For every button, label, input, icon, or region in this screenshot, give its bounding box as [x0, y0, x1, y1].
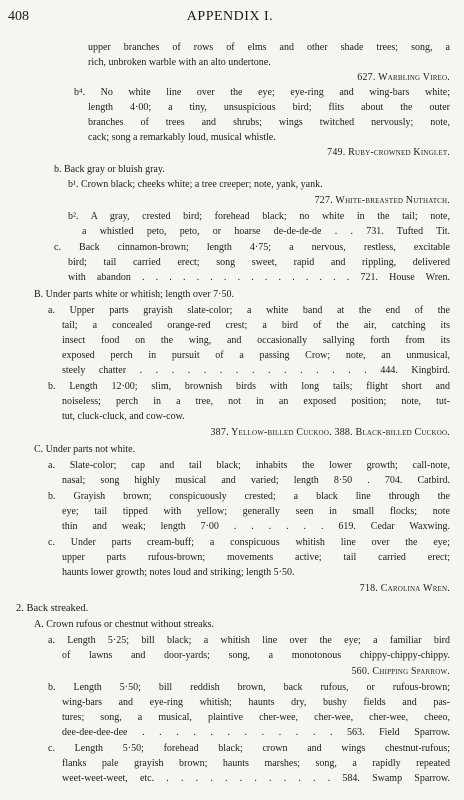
- text-line: a whistled peto, peto, or hoarse de-de-de-de . . 731. Tufted Tit.: [82, 226, 450, 237]
- text-line: noiseless; perch in a tree, not in an exposed position; note, tut-: [62, 396, 450, 407]
- text-line: rich, unbroken warble with an alto undertone.: [88, 57, 271, 68]
- text-line: b⁴. No white line over the eye; eye-ring and wing-bars white;: [74, 87, 450, 98]
- text-line: a. Length 5·25; bill black; a whitish line over the eye; a familiar bird: [48, 635, 450, 646]
- text-line: length 4·00; a tiny, unsuspicious bird; flits about the outer: [88, 102, 450, 113]
- text-line: tail; a concealed orange-red crest; a bird of the air, catching its: [62, 320, 450, 331]
- species-label: 560. Chipping Sparrow.: [351, 666, 450, 677]
- text-line: nasal; song highly musical and varied; length 8·50 . 704. Catbird.: [62, 475, 450, 486]
- text-line: tut, cluck-cluck, and cow-cow.: [62, 411, 185, 422]
- species-label: 749. Ruby-crowned Kinglet.: [327, 147, 450, 158]
- text-line: haunts lower growth; notes loud and striking; length 5·50.: [62, 567, 295, 578]
- text-line: b². A gray, crested bird; forehead black; no white in the tail; note,: [68, 211, 450, 222]
- text-line: c. Back cinnamon-brown; length 4·75; a nervous, restless, excitable: [54, 242, 450, 253]
- text-line: insect food on the wing, and occasionally sallying forth from its: [62, 335, 450, 346]
- text-line: 2. Back streaked.: [16, 603, 89, 614]
- text-line: dee-dee-dee-dee . . . . . . . . . . . . 563. Field Sparrow.: [62, 727, 450, 738]
- species-label: 627. Warbling Vireo.: [357, 72, 450, 83]
- text-line: branches of trees and shrubs; wings twitched nervously; note,: [88, 117, 450, 128]
- text-line: b. Length 5·50; bill reddish brown, back rufous, or rufous-brown;: [48, 682, 450, 693]
- text-line: a. Upper parts grayish slate-color; a white band at the end of the: [48, 305, 450, 316]
- text-line: flanks pale grayish brown; haunts marshes; song, a rapidly repeated: [62, 758, 450, 769]
- text-line: c. Under parts cream-buff; a conspicuous whitish line over the eye;: [48, 537, 450, 548]
- text-line: thin and weak; length 7·00 . . . . . . 619. Cedar Waxwing.: [62, 521, 450, 532]
- text-line: B. Under parts white or whitish; length over 7·50.: [34, 289, 234, 300]
- text-line: of lawns and door-yards; song, a monotonous chippy-chippy-chippy.: [62, 650, 450, 661]
- text-line: b¹. Crown black; cheeks white; a tree creeper; note, yank, yank.: [68, 179, 323, 190]
- text-line: with abandon . . . . . . . . . . . . . . . . 721. House Wren.: [68, 272, 450, 283]
- text-line: steely chatter . . . . . . . . . . . . . . . 444. Kingbird.: [62, 365, 450, 376]
- text-line: bird; tail carried erect; song sweet, rapid and rippling, delivered: [68, 257, 450, 268]
- text-line: a. Slate-color; cap and tail black; inhabits the lower growth; call-note,: [48, 460, 450, 471]
- text-line: exposed perch in pursuit of a passing Crow; note, an unmusical,: [62, 350, 450, 361]
- text-line: C. Under parts not white.: [34, 444, 136, 455]
- page-header: [8, 6, 452, 28]
- text-line: upper branches of rows of elms and other shade trees; song, a: [88, 42, 450, 53]
- text-line: eye; tail tipped with yellow; generally seen in small flocks; note: [62, 506, 450, 517]
- text-line: wing-bars and eye-ring whitish; haunts dry, bushy fields and pas-: [62, 697, 450, 708]
- text-line: A. Crown rufous or chestnut without streaks.: [34, 619, 214, 630]
- text-line: b. Back gray or bluish gray.: [54, 164, 165, 175]
- text-line: weet-weet-weet, etc. . . . . . . . . . . . . 584. Swamp Sparrow.: [62, 773, 450, 784]
- page-number: 408: [8, 9, 29, 24]
- running-title: APPENDIX I.: [186, 9, 274, 24]
- text-line: c. Length 5·50; forehead black; crown and wings chestnut-rufous;: [48, 743, 450, 754]
- text-line: b. Length 12·00; slim, brownish birds with long tails; flight short and: [48, 381, 450, 392]
- text-line: tures; song, a musical, plaintive cher-wee, cher-wee, cher-wee, cheeo,: [62, 712, 450, 723]
- text-line: upper parts rufous-brown; movements active; tail carried erect;: [62, 552, 450, 563]
- text-line: cack; song a remarkably loud, musical whistle.: [88, 132, 276, 143]
- species-label: 718. Carolina Wren.: [359, 583, 450, 594]
- text-line: b. Grayish brown; conspicuously crested; a black line through the: [48, 491, 450, 502]
- species-label: 727. White-breasted Nuthatch.: [314, 195, 450, 206]
- species-label: 387. Yellow-billed Cuckoo. 388. Black-billed Cuckoo.: [210, 427, 450, 438]
